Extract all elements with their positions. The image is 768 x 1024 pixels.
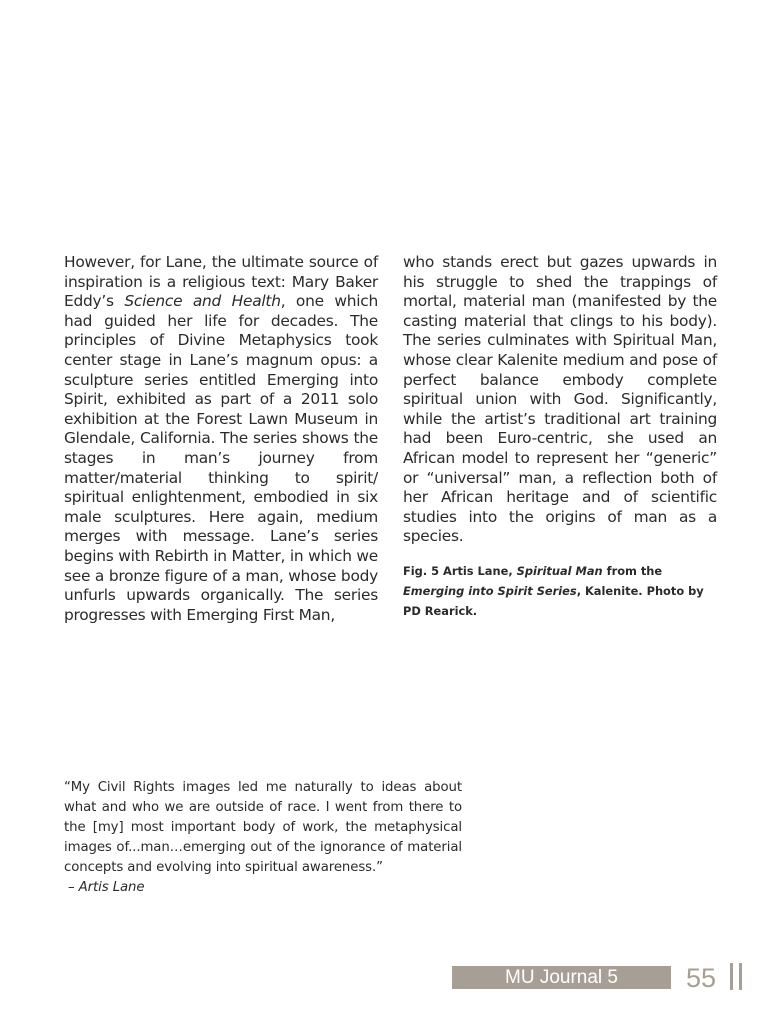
caption-text: , Kalenite. Photo by PD Rearick. [403,583,704,618]
caption-series-title: Emerging into Spirit Series [403,583,577,598]
journal-title-bar: MU Journal 5 [452,966,671,989]
page-number: 55 [686,963,717,993]
figure-caption [403,561,717,621]
quote-attribution: – Artis Lane [68,880,145,895]
page-mark-icon [730,963,744,990]
body-text: However, for Lane, the ultimate source of inspiration is a religious text: Mary Baker Eddy’s [64,253,378,311]
body-text: , one which had guided her life for decades. The principles of Divine Metaphysics took center stage in Lane’s magnum opus: a sculpture series entitled Emerging into Spirit, exhibited as part of a 2011 solo exhibition at the Forest Lawn Museum in Glendale, California. The series shows the stages in man’s journey from matter/material thinking to spirit/ spiritual enlightenment, embodied in six male sculptures. Here again, medium merges with message. Lane’s series begins with Rebirth in Matter, in which we see a bronze figure of a man, whose body unfurls upwards organically. The series progresses with Emerging First Man, [64,292,378,624]
caption-text: from the [602,563,663,578]
article-column-left [64,253,378,625]
quote-text: “My Civil Rights images led me naturally to ideas about what and who we are outside of race. I went from there to the [my] most important body of work, the metaphysical images of...man…emerging out of the ignorance of material concepts and evolving into spiritual awareness.” [64,780,462,875]
article-paragraph-left [64,253,378,625]
caption-text: Fig. 5 Artis Lane, [403,563,517,578]
article-column-right [403,253,717,621]
book-title: Science and Health [124,292,281,311]
caption-work-title: Spiritual Man [516,563,603,578]
pull-quote [64,778,462,898]
article-paragraph-right: who stands erect but gazes upwards in his struggle to shed the trappings of mortal, material man (manifested by the casting material that clings to his body). The series culminates with Spiritual Man, whose clear Kalenite medium and pose of perfect balance embody complete spiritual union with God. Significantly, while the artist’s traditional art training had been Euro-centric, she used an African model to represent her “generic” or “universal” man, a reflection both of her African heritage and of scientific studies into the origins of man as a species. [403,253,717,546]
